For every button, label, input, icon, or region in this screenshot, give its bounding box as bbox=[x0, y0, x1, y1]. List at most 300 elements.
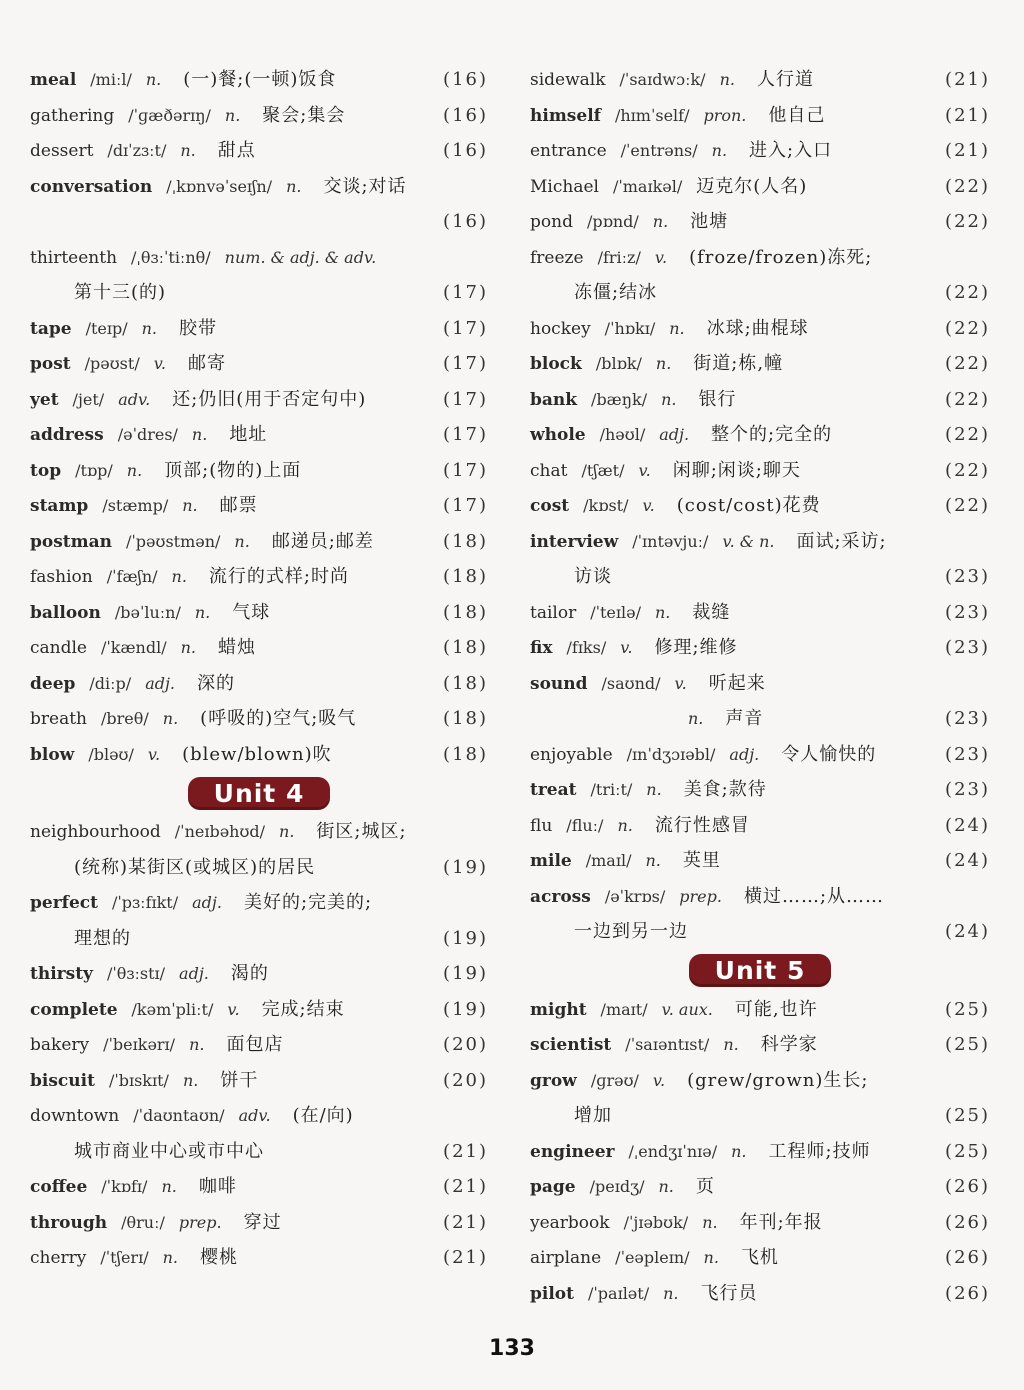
vocab-word: Michael bbox=[530, 176, 599, 197]
chinese-meaning: 交谈;对话 bbox=[323, 175, 407, 197]
part-of-speech: n. bbox=[180, 141, 196, 160]
chinese-meaning: 修理;维修 bbox=[654, 637, 738, 658]
vocab-entry bbox=[530, 1134, 990, 1170]
part-of-speech: adj. bbox=[179, 964, 209, 983]
vocab-word: mile bbox=[530, 851, 572, 871]
vocab-word: yet bbox=[30, 389, 59, 410]
vocab-entry bbox=[530, 737, 990, 773]
chinese-meaning: 邮票 bbox=[219, 495, 258, 516]
page-reference: (16) bbox=[443, 211, 488, 232]
part-of-speech: n. bbox=[617, 815, 633, 835]
chinese-meaning: 邮寄 bbox=[187, 353, 226, 374]
part-of-speech: v. aux. bbox=[661, 999, 713, 1019]
vocab-entry bbox=[530, 98, 990, 134]
part-of-speech: v. bbox=[654, 247, 668, 267]
vocab-word: post bbox=[30, 354, 71, 374]
phonetic-transcription: /bəˈluːn/ bbox=[114, 602, 181, 622]
chinese-meaning: 人行道 bbox=[756, 69, 814, 90]
vocab-entry bbox=[530, 808, 990, 844]
phonetic-transcription: /ˈmaɪkəl/ bbox=[612, 176, 683, 196]
vocab-word: breath bbox=[30, 709, 87, 729]
chinese-meaning: 裁缝 bbox=[692, 601, 731, 623]
vocab-entry bbox=[30, 240, 488, 276]
vocab-entry bbox=[30, 524, 488, 560]
page-reference: (22) bbox=[945, 353, 990, 374]
page-reference: (22) bbox=[945, 459, 990, 481]
vocab-word: treat bbox=[530, 780, 577, 800]
page-reference: (25) bbox=[945, 998, 990, 1020]
vocab-word: enjoyable bbox=[530, 744, 613, 765]
part-of-speech: n. bbox=[711, 141, 728, 160]
page-reference: (23) bbox=[945, 708, 990, 729]
part-of-speech: v. bbox=[638, 460, 651, 480]
vocab-word: grow bbox=[530, 1070, 577, 1091]
vocab-entry-continuation bbox=[530, 701, 990, 737]
vocab-entry bbox=[30, 701, 488, 737]
phonetic-transcription: /ˈɪntəvjuː/ bbox=[632, 531, 709, 551]
chinese-meaning: 还;仍旧(用于否定句中) bbox=[172, 388, 367, 410]
page-reference: (21) bbox=[443, 1176, 488, 1197]
chinese-meaning: 令人愉快的 bbox=[781, 743, 877, 765]
page-reference: (19) bbox=[443, 856, 488, 878]
vocab-word: freeze bbox=[530, 247, 584, 268]
unit-header-row bbox=[530, 950, 990, 992]
vocab-entry bbox=[30, 559, 488, 595]
phonetic-transcription: /ˈpəʊstmən/ bbox=[126, 531, 221, 551]
page-reference: (26) bbox=[945, 1211, 990, 1233]
page-reference: (24) bbox=[945, 850, 990, 871]
page-reference: (22) bbox=[945, 175, 990, 197]
vocab-word: complete bbox=[30, 999, 118, 1020]
vocab-word: sidewalk bbox=[530, 70, 606, 90]
phonetic-transcription: /saʊnd/ bbox=[601, 673, 661, 693]
page-reference: (23) bbox=[945, 743, 990, 765]
chinese-meaning: 甜点 bbox=[217, 140, 256, 161]
phonetic-transcription: /ˈkændl/ bbox=[101, 638, 167, 657]
phonetic-transcription: /ˈpaɪlət/ bbox=[588, 1283, 650, 1303]
part-of-speech: adv. bbox=[118, 389, 151, 409]
page-reference: (22) bbox=[945, 388, 990, 410]
chinese-meaning: 邮递员;邮差 bbox=[271, 530, 374, 552]
vocab-entry bbox=[30, 346, 488, 382]
unit-heading: Unit 5 bbox=[689, 954, 832, 987]
phonetic-transcription: /bæŋk/ bbox=[591, 389, 648, 409]
vocab-word: stamp bbox=[30, 496, 89, 516]
chinese-meaning: 银行 bbox=[698, 388, 737, 410]
part-of-speech: n. bbox=[652, 212, 669, 231]
vocab-word: biscuit bbox=[30, 1070, 95, 1091]
chinese-meaning: 年刊;年报 bbox=[739, 1211, 823, 1233]
page-reference: (22) bbox=[945, 317, 990, 339]
page-reference: (18) bbox=[443, 530, 488, 552]
vocab-entry bbox=[530, 772, 990, 808]
page-reference: (21) bbox=[945, 69, 990, 90]
vocab-word: bank bbox=[530, 389, 578, 410]
vocab-entry bbox=[30, 1240, 488, 1276]
phonetic-transcription: /ˈbɪskɪt/ bbox=[108, 1070, 169, 1090]
vocab-word: cherry bbox=[30, 1248, 87, 1268]
chinese-meaning: 街道;栋,幢 bbox=[693, 353, 784, 374]
phonetic-transcription: /ˌkɒnvəˈseɪʃn/ bbox=[166, 176, 273, 196]
phonetic-transcription: /ˈkɒfɪ/ bbox=[101, 1177, 148, 1196]
vocab-entry bbox=[30, 1205, 488, 1241]
chinese-meaning: 一边到另一边 bbox=[574, 921, 688, 942]
vocab-word: postman bbox=[30, 531, 113, 552]
part-of-speech: n. bbox=[731, 1141, 747, 1161]
page-number: 133 bbox=[489, 1336, 535, 1361]
phonetic-transcription: /əˈkrɒs/ bbox=[604, 886, 666, 906]
part-of-speech: n. bbox=[182, 496, 198, 515]
part-of-speech: v. bbox=[642, 496, 655, 515]
page-reference: (18) bbox=[443, 601, 488, 623]
phonetic-transcription: /ˈsaɪəntɪst/ bbox=[625, 1035, 710, 1054]
vocab-entry bbox=[30, 666, 488, 702]
chinese-meaning: 听起来 bbox=[708, 672, 766, 694]
page-reference: (19) bbox=[443, 963, 488, 984]
part-of-speech: adj. bbox=[145, 673, 176, 693]
phonetic-transcription: /teɪp/ bbox=[85, 318, 128, 338]
vocab-entry bbox=[30, 169, 488, 205]
vocab-entry bbox=[530, 1169, 990, 1205]
vocab-entry-continuation bbox=[530, 275, 990, 311]
chinese-meaning: 访谈 bbox=[574, 566, 612, 587]
vocab-entry-continuation bbox=[530, 1098, 990, 1134]
vocab-word: hockey bbox=[530, 318, 591, 339]
vocab-entry bbox=[30, 814, 488, 850]
part-of-speech: n. bbox=[145, 70, 162, 89]
vocab-entry bbox=[30, 737, 488, 773]
chinese-meaning: (froze/frozen)冻死; bbox=[689, 246, 873, 268]
chinese-meaning: 整个的;完全的 bbox=[711, 424, 833, 445]
vocab-entry bbox=[530, 879, 990, 915]
vocab-word: sound bbox=[530, 673, 588, 694]
phonetic-transcription: /θruː/ bbox=[121, 1212, 165, 1232]
vocab-word: bakery bbox=[30, 1035, 90, 1055]
page-reference: (19) bbox=[443, 927, 488, 949]
vocab-entry bbox=[30, 133, 488, 169]
vocab-entry bbox=[30, 1098, 488, 1134]
vocab-entry bbox=[30, 311, 488, 347]
page-reference: (18) bbox=[443, 566, 488, 587]
chinese-meaning: 冰球;曲棍球 bbox=[706, 317, 809, 339]
page-reference: (25) bbox=[945, 1034, 990, 1055]
vocab-word: whole bbox=[530, 425, 586, 445]
chinese-meaning: 顶部;(物的)上面 bbox=[164, 459, 302, 481]
page-reference: (18) bbox=[443, 708, 488, 729]
page-reference: (22) bbox=[945, 211, 990, 232]
chinese-meaning: 完成;结束 bbox=[261, 998, 345, 1020]
vocab-entry bbox=[530, 630, 990, 666]
vocab-word: tape bbox=[30, 318, 72, 339]
chinese-meaning: 地址 bbox=[229, 424, 268, 445]
chinese-meaning: 深的 bbox=[197, 672, 236, 694]
vocab-entry bbox=[30, 1027, 488, 1063]
page-reference: (21) bbox=[945, 104, 990, 126]
phonetic-transcription: /ˈentrəns/ bbox=[620, 141, 698, 160]
chinese-meaning: 胶带 bbox=[179, 317, 218, 339]
page-reference: (18) bbox=[443, 672, 488, 694]
chinese-meaning: 进入;入口 bbox=[749, 140, 833, 161]
chinese-meaning: 第十三(的) bbox=[74, 282, 167, 303]
vocab-word: chat bbox=[530, 460, 568, 481]
chinese-meaning: (blew/blown)吹 bbox=[182, 743, 332, 765]
page-reference: (18) bbox=[443, 743, 488, 765]
vocab-entry-continuation bbox=[30, 275, 488, 311]
vocab-word: gathering bbox=[30, 105, 115, 126]
part-of-speech: n. bbox=[655, 354, 672, 373]
chinese-meaning: 冻僵;结冰 bbox=[574, 282, 658, 303]
chinese-meaning: 飞行员 bbox=[700, 1282, 758, 1304]
vocab-word: yearbook bbox=[530, 1212, 610, 1233]
vocab-word: deep bbox=[30, 673, 76, 694]
vocab-word: cost bbox=[530, 496, 570, 516]
chinese-meaning: 飞机 bbox=[740, 1247, 779, 1268]
page-reference: (23) bbox=[945, 566, 990, 587]
vocab-entry bbox=[530, 666, 990, 702]
phonetic-transcription: /ɡrəʊ/ bbox=[590, 1070, 639, 1090]
part-of-speech: n. bbox=[191, 425, 208, 444]
chinese-meaning: 美好的;完美的; bbox=[243, 892, 373, 913]
chinese-meaning: (cost/cost)花费 bbox=[676, 495, 821, 516]
part-of-speech: prep. bbox=[679, 886, 722, 906]
phonetic-transcription: /ˈfæʃn/ bbox=[106, 567, 158, 586]
part-of-speech: n. bbox=[171, 567, 187, 586]
vocab-word: across bbox=[530, 886, 591, 907]
vocab-entry bbox=[30, 417, 488, 453]
phonetic-transcription: /blɒk/ bbox=[595, 354, 642, 373]
chinese-meaning: 咖啡 bbox=[198, 1176, 237, 1197]
page-reference: (25) bbox=[945, 1140, 990, 1162]
part-of-speech: n. bbox=[661, 389, 677, 409]
vocab-word: engineer bbox=[530, 1141, 615, 1162]
part-of-speech: v. bbox=[153, 354, 166, 373]
vocab-entry bbox=[30, 98, 488, 134]
vocab-word: flu bbox=[530, 815, 553, 836]
phonetic-transcription: /jet/ bbox=[72, 389, 105, 409]
vocab-entry bbox=[30, 885, 488, 921]
phonetic-transcription: /ˈpɜːfɪkt/ bbox=[112, 893, 179, 912]
page-reference: (24) bbox=[945, 921, 990, 942]
chinese-meaning: 面包店 bbox=[226, 1034, 284, 1055]
chinese-meaning: 面试;采访; bbox=[796, 530, 887, 552]
part-of-speech: prep. bbox=[178, 1212, 222, 1232]
chinese-meaning: 可能,也许 bbox=[734, 998, 818, 1020]
page-reference: (17) bbox=[443, 495, 488, 516]
vocab-word: neighbourhood bbox=[30, 822, 161, 842]
page-reference: (22) bbox=[945, 424, 990, 445]
part-of-speech: n. bbox=[703, 1248, 719, 1267]
chinese-meaning: 樱桃 bbox=[199, 1247, 238, 1268]
page-reference: (17) bbox=[443, 282, 488, 303]
vocab-entry bbox=[530, 240, 990, 276]
vocab-entry-continuation bbox=[530, 914, 990, 950]
phonetic-transcription: /ˈtʃerɪ/ bbox=[100, 1248, 149, 1267]
vocab-word: candle bbox=[30, 638, 87, 658]
page-reference: (16) bbox=[443, 104, 488, 126]
vocab-word: through bbox=[30, 1212, 108, 1233]
chinese-meaning: 渴的 bbox=[230, 963, 269, 984]
vocab-word: interview bbox=[530, 531, 619, 552]
vocab-entry-continuation bbox=[30, 1134, 488, 1170]
part-of-speech: n. bbox=[702, 1212, 718, 1232]
part-of-speech: n. bbox=[723, 1035, 739, 1054]
page-reference: (17) bbox=[443, 424, 488, 445]
phonetic-transcription: /tʃæt/ bbox=[581, 460, 625, 480]
left-column bbox=[30, 62, 488, 1276]
vocab-entry-continuation bbox=[30, 204, 488, 240]
phonetic-transcription: /ˈθɜːstɪ/ bbox=[106, 964, 166, 983]
vocab-entry bbox=[530, 169, 990, 205]
phonetic-transcription: /ˈneɪbəhʊd/ bbox=[174, 822, 266, 841]
vocab-entry bbox=[530, 62, 990, 98]
vocab-entry bbox=[530, 992, 990, 1028]
part-of-speech: n. bbox=[658, 1177, 674, 1196]
chinese-meaning: 科学家 bbox=[760, 1034, 818, 1055]
phonetic-transcription: /breθ/ bbox=[101, 709, 149, 728]
vocab-entry bbox=[30, 453, 488, 489]
phonetic-transcription: /triːt/ bbox=[590, 780, 633, 799]
part-of-speech: v. bbox=[147, 744, 161, 764]
phonetic-transcription: /stæmp/ bbox=[102, 496, 169, 515]
page-reference: (24) bbox=[945, 814, 990, 836]
vocab-entry bbox=[530, 311, 990, 347]
right-column bbox=[530, 62, 990, 1311]
vocab-entry bbox=[30, 956, 488, 992]
chinese-meaning: 流行的式样;时尚 bbox=[208, 566, 349, 587]
page-reference: (22) bbox=[945, 495, 990, 516]
vocab-word: downtown bbox=[30, 1106, 120, 1126]
chinese-meaning: 城市商业中心或市中心 bbox=[74, 1140, 264, 1162]
chinese-meaning: 气球 bbox=[232, 601, 271, 623]
part-of-speech: n. bbox=[162, 1248, 178, 1267]
vocab-word: conversation bbox=[30, 176, 153, 197]
vocab-word: thirsty bbox=[30, 964, 93, 984]
phonetic-transcription: /ˈhɒkɪ/ bbox=[604, 318, 656, 338]
part-of-speech: adj. bbox=[729, 744, 760, 764]
phonetic-transcription: /maɪt/ bbox=[600, 999, 648, 1019]
chinese-meaning: 蜡烛 bbox=[217, 637, 256, 658]
chinese-meaning: 工程师;技师 bbox=[768, 1140, 871, 1162]
chinese-meaning: (呼吸的)空气;吸气 bbox=[200, 708, 357, 729]
page-reference: (23) bbox=[945, 779, 990, 800]
part-of-speech: n. bbox=[194, 602, 211, 622]
part-of-speech: n. bbox=[688, 709, 704, 728]
page-reference: (20) bbox=[443, 1034, 488, 1055]
phonetic-transcription: /fɪks/ bbox=[566, 638, 607, 657]
phonetic-transcription: /kəmˈpliːt/ bbox=[131, 999, 214, 1019]
vocab-entry bbox=[530, 133, 990, 169]
vocab-word: dessert bbox=[30, 141, 94, 161]
chinese-meaning: (一)餐;(一顿)饭食 bbox=[183, 69, 337, 90]
phonetic-transcription: /ˈjɪəbʊk/ bbox=[623, 1212, 689, 1232]
vocab-entry bbox=[530, 417, 990, 453]
page-reference: (25) bbox=[945, 1105, 990, 1126]
page-reference: (26) bbox=[945, 1247, 990, 1268]
part-of-speech: n. bbox=[141, 318, 158, 338]
part-of-speech: n. bbox=[234, 531, 250, 551]
vocab-entry-continuation bbox=[30, 850, 488, 886]
vocab-word: fashion bbox=[30, 567, 93, 587]
page-reference: (23) bbox=[945, 637, 990, 658]
vocab-entry bbox=[530, 453, 990, 489]
page-reference: (26) bbox=[945, 1176, 990, 1197]
vocab-entry bbox=[30, 1063, 488, 1099]
chinese-meaning: 理想的 bbox=[74, 927, 131, 949]
chinese-meaning: 迈克尔(人名) bbox=[696, 175, 808, 197]
chinese-meaning: 增加 bbox=[574, 1105, 612, 1126]
vocab-word: meal bbox=[30, 70, 77, 90]
part-of-speech: n. bbox=[654, 602, 671, 622]
phonetic-transcription: /peɪdʒ/ bbox=[589, 1177, 645, 1196]
phonetic-transcription: /diːp/ bbox=[89, 673, 132, 693]
part-of-speech: v. bbox=[652, 1070, 666, 1090]
page-reference: (22) bbox=[945, 282, 990, 303]
vocab-entry-continuation bbox=[530, 559, 990, 595]
vocab-entry bbox=[530, 1276, 990, 1312]
phonetic-transcription: /ˈɡæðərɪŋ/ bbox=[128, 105, 211, 125]
part-of-speech: n. bbox=[719, 70, 735, 89]
phonetic-transcription: /kɒst/ bbox=[583, 496, 629, 515]
vocab-entry bbox=[530, 204, 990, 240]
page-reference: (17) bbox=[443, 353, 488, 374]
chinese-meaning: 声音 bbox=[725, 708, 764, 729]
vocab-word: address bbox=[30, 425, 104, 445]
unit-header-row bbox=[30, 772, 488, 814]
phonetic-transcription: /tɒp/ bbox=[75, 460, 113, 480]
page-reference: (23) bbox=[945, 601, 990, 623]
vocab-entry bbox=[530, 1205, 990, 1241]
chinese-meaning: (统称)某街区(或城区)的居民 bbox=[74, 856, 316, 878]
chinese-meaning: 页 bbox=[695, 1176, 715, 1197]
phonetic-transcription: /friːz/ bbox=[597, 247, 641, 267]
chinese-meaning: 他自己 bbox=[768, 104, 826, 126]
vocab-entry bbox=[30, 630, 488, 666]
part-of-speech: n. bbox=[646, 780, 662, 799]
vocab-word: airplane bbox=[530, 1248, 602, 1268]
vocab-word: pilot bbox=[530, 1283, 574, 1304]
chinese-meaning: 闲聊;闲谈;聊天 bbox=[672, 459, 801, 481]
phonetic-transcription: /ˈsaɪdwɔːk/ bbox=[619, 70, 706, 89]
vocab-entry bbox=[530, 843, 990, 879]
phonetic-transcription: /həʊl/ bbox=[599, 425, 646, 444]
page-reference: (18) bbox=[443, 637, 488, 658]
phonetic-transcription: /ˈbeɪkərɪ/ bbox=[103, 1035, 176, 1054]
phonetic-transcription: /pɒnd/ bbox=[586, 212, 639, 231]
phonetic-transcription: /ɪnˈdʒɔɪəbl/ bbox=[626, 744, 716, 764]
page-reference: (16) bbox=[443, 69, 488, 90]
part-of-speech: adj. bbox=[192, 893, 222, 912]
part-of-speech: num. & adj. & adv. bbox=[224, 247, 377, 267]
phonetic-transcription: /ˈdaʊntaʊn/ bbox=[133, 1106, 225, 1125]
vocab-word: top bbox=[30, 460, 62, 481]
part-of-speech: pron. bbox=[703, 105, 747, 125]
part-of-speech: n. bbox=[126, 460, 143, 480]
page-reference: (21) bbox=[443, 1247, 488, 1268]
phonetic-transcription: /ˈteɪlə/ bbox=[590, 602, 641, 622]
chinese-meaning: (在/向) bbox=[292, 1105, 354, 1126]
phonetic-transcription: /ˈeəpleɪn/ bbox=[615, 1248, 690, 1267]
page-reference: (19) bbox=[443, 998, 488, 1020]
phonetic-transcription: /ˌendʒɪˈnɪə/ bbox=[628, 1141, 718, 1161]
vocab-word: entrance bbox=[530, 141, 607, 161]
phonetic-transcription: /fluː/ bbox=[566, 815, 604, 835]
vocab-entry bbox=[530, 1027, 990, 1063]
page-reference: (21) bbox=[443, 1211, 488, 1233]
vocab-word: page bbox=[530, 1177, 576, 1197]
vocab-word: tailor bbox=[530, 602, 577, 623]
part-of-speech: n. bbox=[663, 1283, 679, 1303]
page-reference: (21) bbox=[443, 1140, 488, 1162]
